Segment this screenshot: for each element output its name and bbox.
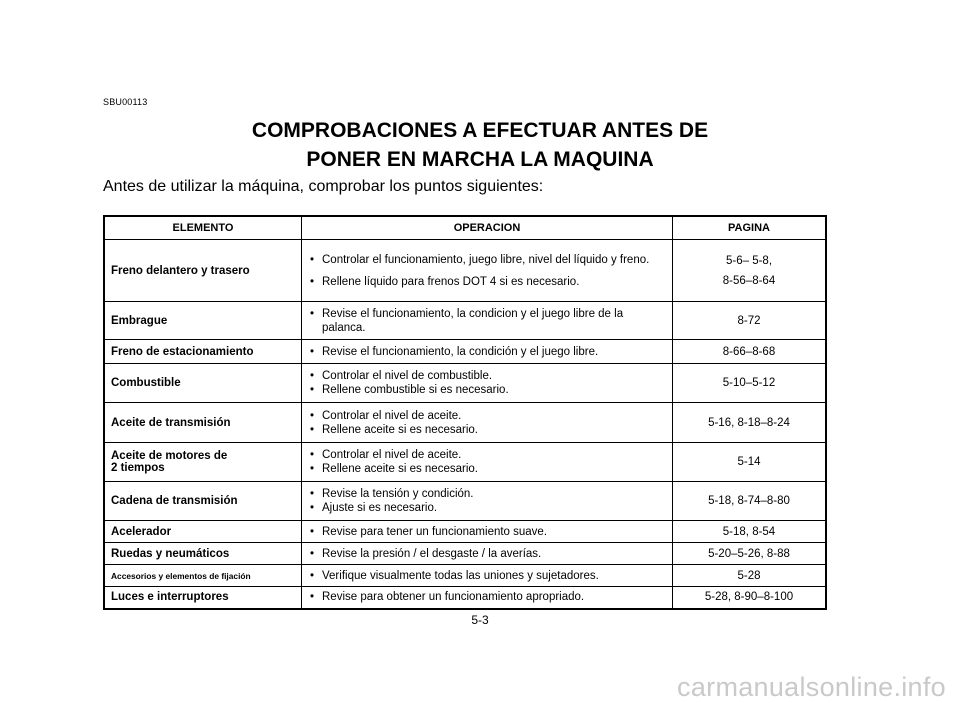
row-elemento: Cadena de transmisión xyxy=(104,482,302,521)
title-line-1: COMPROBACIONES A EFECTUAR ANTES DE xyxy=(251,119,709,142)
title-line-2: PONER EN MARCHA LA MAQUINA xyxy=(306,148,654,171)
table-row xyxy=(104,340,826,364)
column-header-operacion: OPERACION xyxy=(302,216,673,240)
row-operacion xyxy=(302,364,673,403)
row-operacion xyxy=(302,443,673,482)
row-elemento: Luces e interruptores xyxy=(104,587,302,609)
operation-item: • Revise para tener un funcionamiento suave. xyxy=(308,525,666,539)
row-pagina: 5-6– 5-8, 8-56–8-64 xyxy=(673,240,827,302)
row-pagina: 5-20–5-26, 8-88 xyxy=(673,543,827,565)
operation-item: • Rellene líquido para frenos DOT 4 si es necesario. xyxy=(308,271,666,293)
operation-item: • Controlar el nivel de aceite. xyxy=(308,448,666,462)
row-operacion xyxy=(302,521,673,543)
row-elemento: Freno delantero y trasero xyxy=(104,240,302,302)
table-row xyxy=(104,482,826,521)
operation-item: • Revise la tensión y condición. xyxy=(308,487,666,501)
operation-item: • Ajuste si es necesario. xyxy=(308,501,666,515)
operation-item: • Revise el funcionamiento, la condición y el juego libre. xyxy=(308,345,666,359)
table-row xyxy=(104,364,826,403)
row-elemento: Embrague xyxy=(104,302,302,340)
operation-item: • Rellene combustible si es necesario. xyxy=(308,383,666,397)
table-row xyxy=(104,565,826,587)
operation-item: • Controlar el nivel de aceite. xyxy=(308,409,666,423)
row-elemento: Aceite de transmisión xyxy=(104,403,302,443)
table-row xyxy=(104,403,826,443)
intro-text: Antes de utilizar la máquina, comprobar los puntos siguientes: xyxy=(103,178,544,195)
table-row xyxy=(104,302,826,340)
table-row xyxy=(104,443,826,482)
row-pagina: 5-28, 8-90–8-100 xyxy=(673,587,827,609)
operation-item: • Revise para obtener un funcionamiento apropriado. xyxy=(308,590,666,604)
row-operacion xyxy=(302,587,673,609)
row-pagina: 5-18, 8-74–8-80 xyxy=(673,482,827,521)
operation-item: • Verifique visualmente todas las uniones y sujetadores. xyxy=(308,569,666,583)
table-header-row xyxy=(104,216,826,240)
operation-item: • Controlar el nivel de combustible. xyxy=(308,369,666,383)
row-pagina: 8-66–8-68 xyxy=(673,340,827,364)
row-operacion xyxy=(302,565,673,587)
row-elemento: Freno de estacionamiento xyxy=(104,340,302,364)
table-row xyxy=(104,240,826,302)
page-title xyxy=(0,116,960,174)
row-elemento: Aceite de motores de 2 tiempos xyxy=(104,443,302,482)
table-row xyxy=(104,543,826,565)
operation-item: • Rellene aceite si es necesario. xyxy=(308,462,666,476)
row-operacion xyxy=(302,403,673,443)
operation-item: • Rellene aceite si es necesario. xyxy=(308,423,666,437)
row-operacion xyxy=(302,340,673,364)
row-pagina: 5-28 xyxy=(673,565,827,587)
operation-item: • Revise la presión / el desgaste / la averías. xyxy=(308,547,666,561)
checklist-table xyxy=(103,215,827,610)
site-watermark: carmanualsonline.info xyxy=(677,672,946,702)
table-row xyxy=(104,587,826,609)
row-operacion xyxy=(302,302,673,340)
column-header-pagina: PAGINA xyxy=(673,216,827,240)
row-elemento: Accesorios y elementos de fijación xyxy=(104,565,302,587)
row-operacion xyxy=(302,240,673,302)
row-elemento: Combustible xyxy=(104,364,302,403)
row-elemento: Acelerador xyxy=(104,521,302,543)
row-pagina: 5-18, 8-54 xyxy=(673,521,827,543)
section-code: SBU00113 xyxy=(103,97,148,107)
operation-item: • Controlar el funcionamiento, juego libre, nivel del líquido y freno. xyxy=(308,249,666,271)
row-pagina: 5-10–5-12 xyxy=(673,364,827,403)
row-pagina: 8-72 xyxy=(673,302,827,340)
row-operacion xyxy=(302,543,673,565)
row-operacion xyxy=(302,482,673,521)
row-pagina: 5-16, 8-18–8-24 xyxy=(673,403,827,443)
table-row xyxy=(104,521,826,543)
column-header-elemento: ELEMENTO xyxy=(104,216,302,240)
operation-item: • Revise el funcionamiento, la condicion y el juego libre de la palanca. xyxy=(308,307,666,335)
row-pagina: 5-14 xyxy=(673,443,827,482)
page-number: 5-3 xyxy=(471,613,489,627)
row-elemento: Ruedas y neumáticos xyxy=(104,543,302,565)
